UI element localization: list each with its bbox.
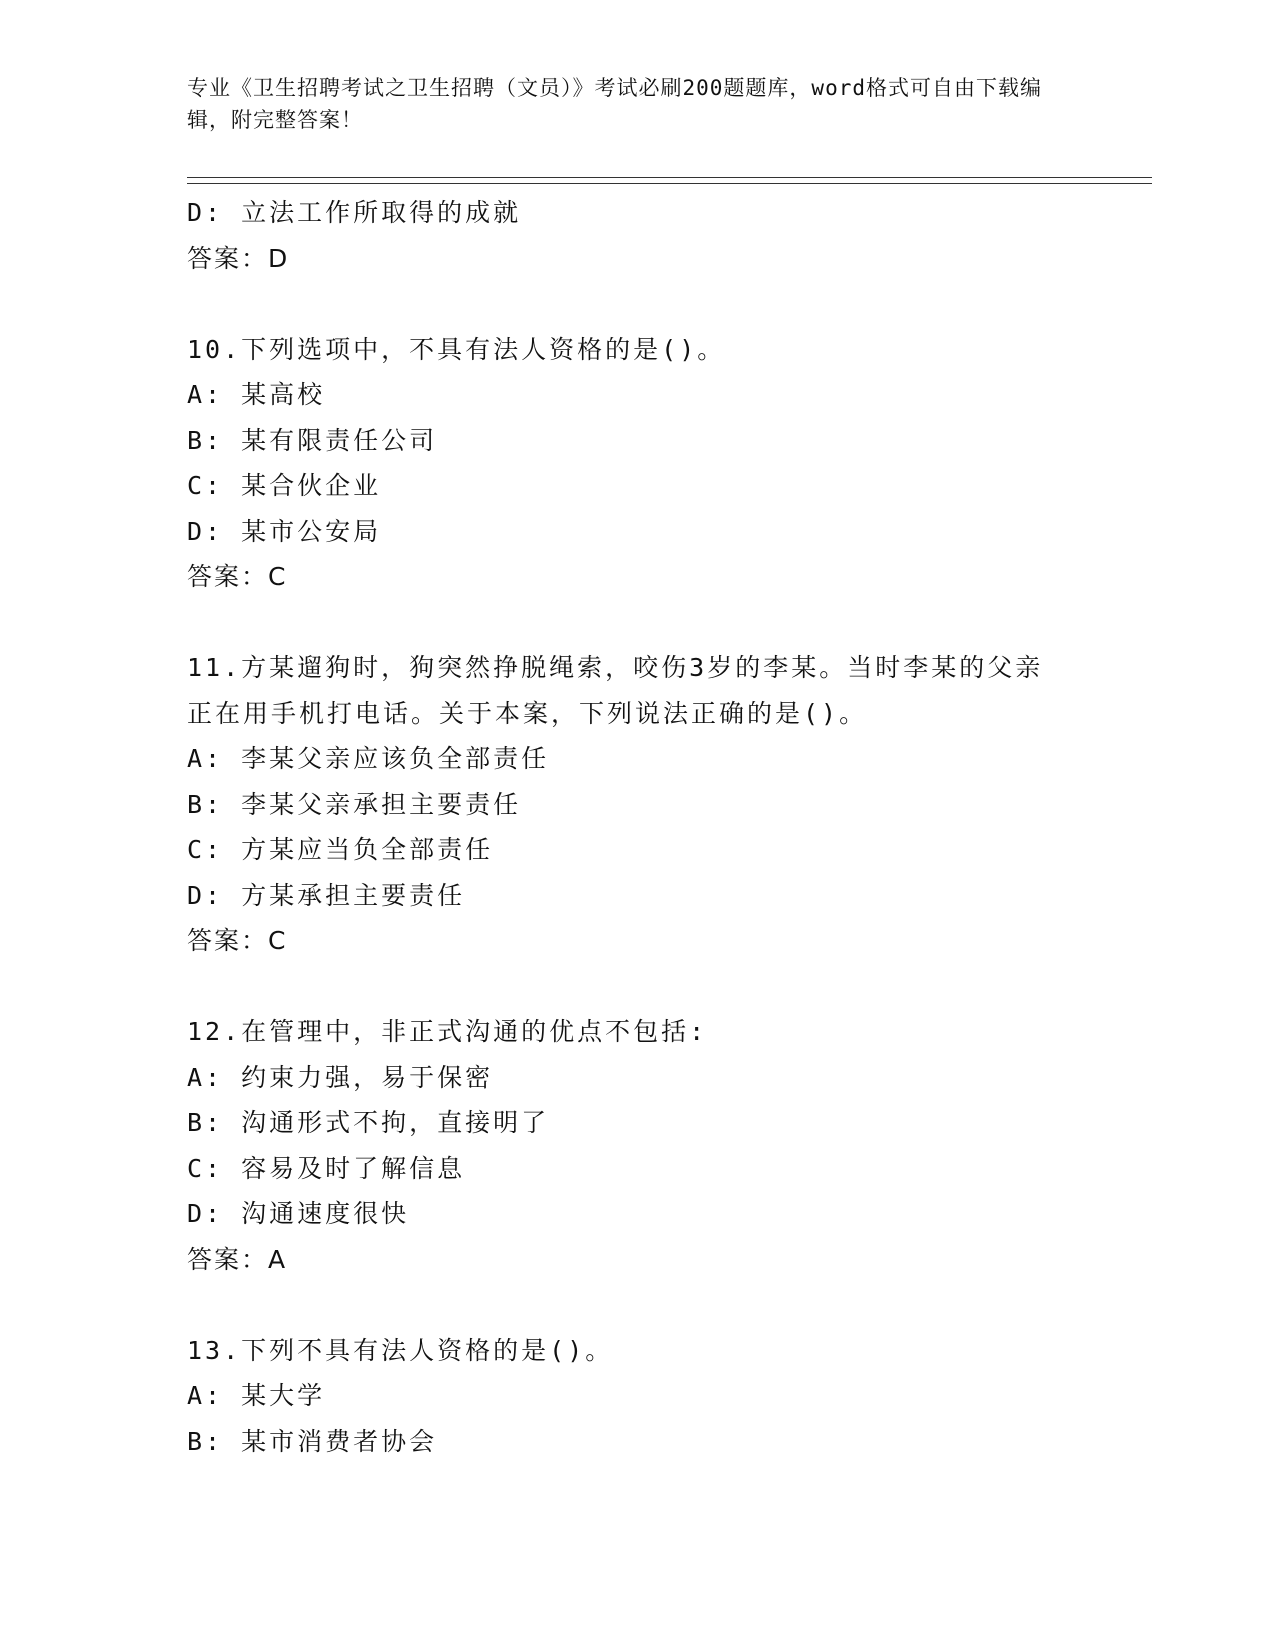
option-b: B: 李某父亲承担主要责任 — [187, 789, 522, 819]
question-13 — [187, 1328, 1152, 1465]
question-title: 10.下列选项中，不具有法人资格的是()。 — [187, 334, 726, 364]
option-a: A: 某大学 — [187, 1381, 326, 1410]
option-c: C: 某合伙企业 — [187, 471, 382, 500]
option-d: D: 沟通速度很快 — [187, 1199, 410, 1228]
answer: 答案：C — [187, 562, 288, 591]
question-title: 12.在管理中，非正式沟通的优点不包括: — [187, 1017, 708, 1046]
option-a: A: 李某父亲应该负全部责任 — [187, 744, 550, 773]
option-a: A: 约束力强，易于保密 — [187, 1062, 494, 1092]
answer: 答案：D — [187, 243, 290, 273]
answer: 答案：A — [187, 1244, 288, 1274]
option-b: B: 沟通形式不拘，直接明了 — [187, 1108, 550, 1137]
option-c: C: 容易及时了解信息 — [187, 1153, 466, 1183]
option-c: C: 方某应当负全部责任 — [187, 835, 494, 864]
question-11 — [187, 645, 1152, 964]
question-title: 11.方某遛狗时，狗突然挣脱绳索，咬伤3岁的李某。当时李某的父亲正在用手机打电话。关于本案，下列说法正确的是()。 — [187, 653, 1044, 728]
option-d: D: 立法工作所取得的成就 — [187, 198, 522, 227]
question-list — [187, 190, 1152, 1464]
option-a: A: 某高校 — [187, 380, 326, 409]
answer: 答案：C — [187, 926, 288, 955]
option-d: D: 某市公安局 — [187, 516, 382, 546]
question-12 — [187, 1009, 1152, 1282]
option-b: B: 某市消费者协会 — [187, 1426, 438, 1456]
option-b: B: 某有限责任公司 — [187, 425, 438, 455]
option-d: D: 方某承担主要责任 — [187, 880, 466, 910]
document-header: 专业《卫生招聘考试之卫生招聘（文员）》考试必刷200题题库，word格式可自由下载编辑，附完整答案！ — [187, 76, 1042, 132]
header-divider — [187, 177, 1152, 184]
question-10 — [187, 327, 1152, 600]
question-title: 13.下列不具有法人资格的是()。 — [187, 1335, 614, 1365]
